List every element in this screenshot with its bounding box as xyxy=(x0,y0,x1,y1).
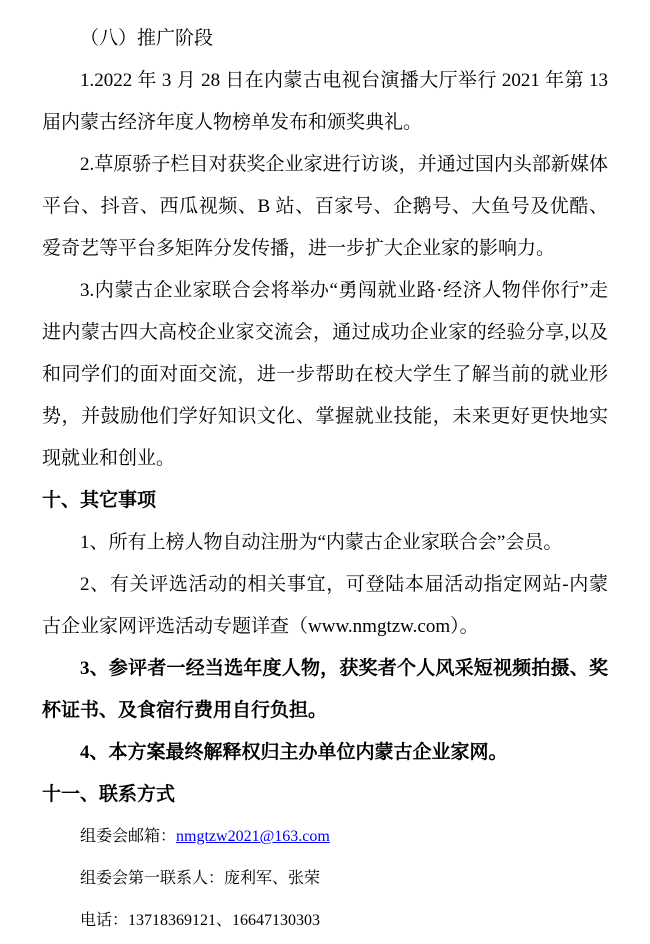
paragraph-final-interpretation: 4、本方案最终解释权归主办单位内蒙古企业家网。 xyxy=(80,742,508,763)
contact-email-label: 组委会邮箱： xyxy=(80,828,177,845)
heading-section-ten-other-matters: 十、其它事项 xyxy=(42,490,157,511)
email-link[interactable]: nmgtzw2021@163.com xyxy=(176,828,330,845)
contact-phone-line: 电话：13718369121、16647130303 xyxy=(80,912,321,929)
paragraph-expenses-notice: 3、参评者一经当选年度人物，获奖者个人风采短视频拍摄、奖杯证书、及食宿行费用自行负担。 xyxy=(42,658,608,721)
paragraph-member-registration: 1、所有上榜人物自动注册为“内蒙古企业家联合会”会员。 xyxy=(80,532,563,553)
paragraph-award-ceremony: 1.2022 年 3 月 28 日在内蒙古电视台演播大厅举行 2021 年第 13 届内蒙古经济年度人物榜单发布和颁奖典礼。 xyxy=(42,70,608,133)
heading-section-eleven-contact: 十一、联系方式 xyxy=(42,784,176,805)
paragraph-media-promotion: 2.草原骄子栏目对获奖企业家进行访谈，并通过国内头部新媒体平台、抖音、西瓜视频、B 站、百家号、企鹅号、大鱼号及优酷、爱奇艺等平台多矩阵分发传播，进一步扩大企业家的影响力。 xyxy=(42,154,608,259)
contact-person-line: 组委会第一联系人：庞利军、张荣 xyxy=(80,870,321,887)
paragraph-website-details: 2、有关评选活动的相关事宜，可登陆本届活动指定网站-内蒙古企业家网评选活动专题详查（www.nmgtzw.com）。 xyxy=(42,574,608,637)
paragraph-promotion-stage-heading: （八）推广阶段 xyxy=(80,28,214,49)
contact-email-line xyxy=(42,816,608,858)
paragraph-campus-exchange: 3.内蒙古企业家联合会将举办“勇闯就业路·经济人物伴你行”走进内蒙古四大高校企业家交流会，通过成功企业家的经验分享,以及和同学们的面对面交流，进一步帮助在校大学生了解当前的就业形势，并鼓励他们学好知识文化、掌握就业技能，未来更好更快地实现就业和创业。 xyxy=(42,280,608,469)
